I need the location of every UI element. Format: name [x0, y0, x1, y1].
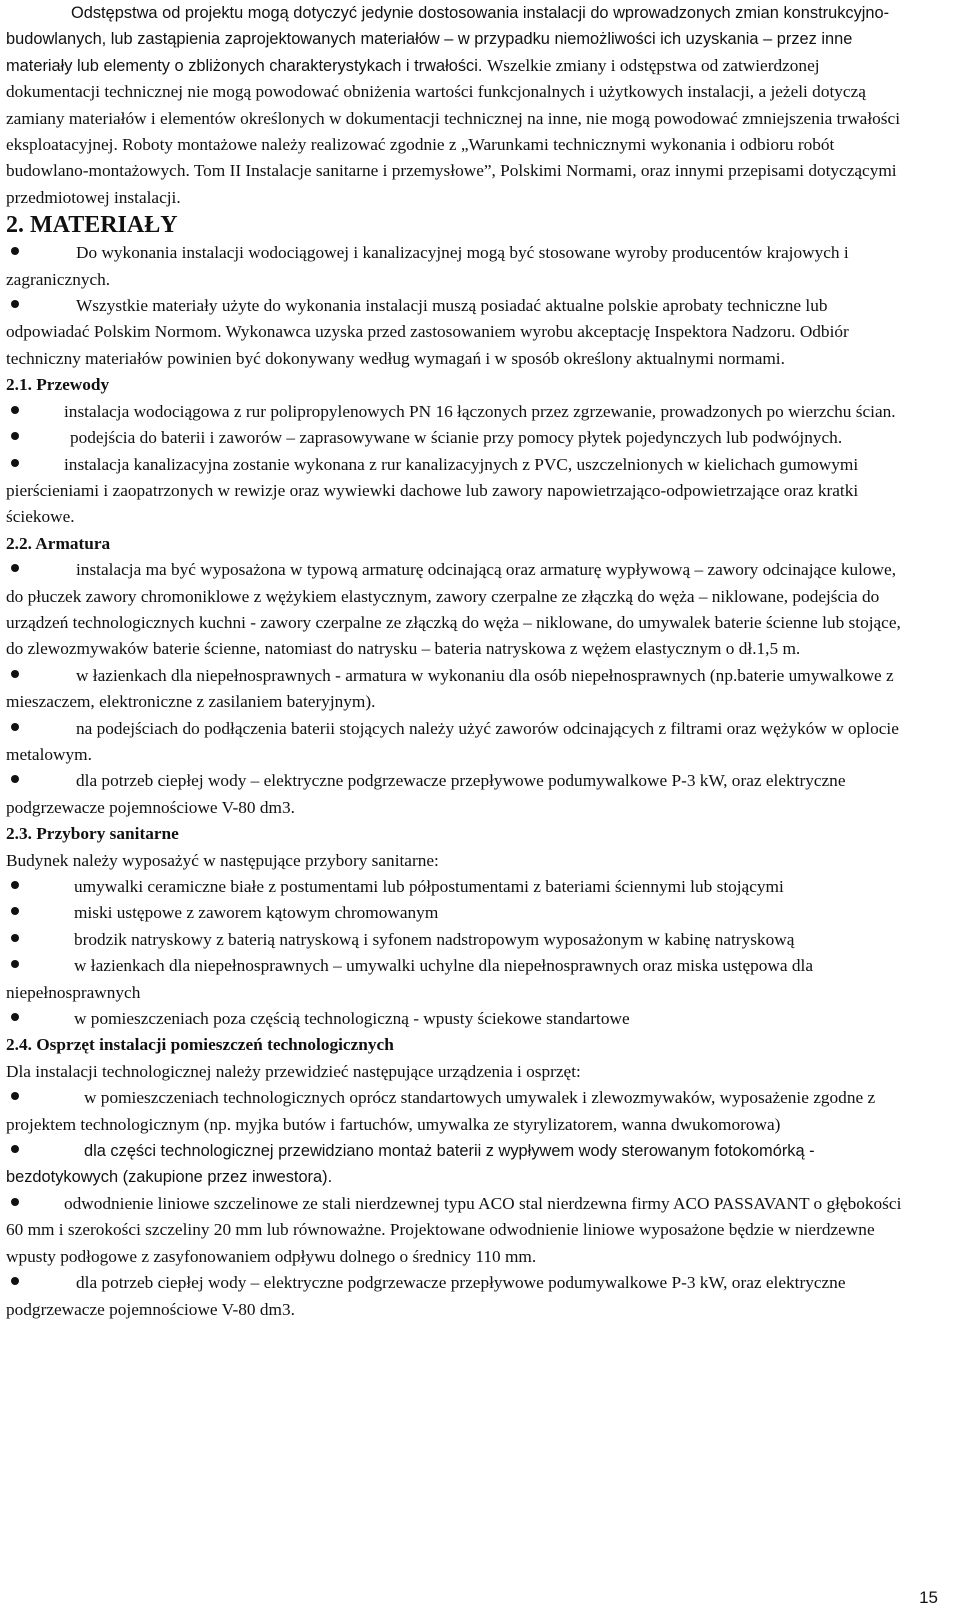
- intro-line2: Wszelkie zmiany i odstępstwa od zatwierdzonej dokumentacji technicznej nie mogą powodować obniżenia wartości funkcjonalnych i użytkowych instalacji, a jeżeli dotyczą zamiany materiałów i elementów określonych w dokumentacji technicznej na inne, nie mogą powodować zmniejszenia trwałości eksploatacyjnej. Roboty montażowe należy realizować zgodnie z „Warunkami technicznymi wykonania i odbioru robót budowlano-montażowych. Tom II Instalacje sanitarne i przemysłowe”, Polskimi Normami, oraz innymi przepisami dotyczącymi przedmiotowej instalacji.: [6, 55, 900, 207]
- intro-paragraph: [6, 0, 914, 211]
- subsection-intro: Budynek należy wyposażyć w następujące przybory sanitarne:: [6, 850, 439, 870]
- bullet-icon: [11, 1092, 19, 1100]
- bullet-icon: [11, 723, 19, 731]
- list-item: w łazienkach dla niepełnosprawnych – umywalki uchylne dla niepełnosprawnych oraz miska ustępowa dla niepełnosprawnych: [6, 956, 814, 1002]
- bullet-icon: [11, 300, 19, 308]
- list-item: brodzik natryskowy z baterią natryskową i syfonem nadstropowym wyposażonym w kabinę natryskową: [6, 927, 914, 953]
- bullet-icon: [11, 881, 19, 889]
- bullet-icon: [11, 459, 19, 467]
- list-item: dla części technologicznej przewidziano montaż baterii z wypływem wody sterowanym fotokomórką - bezdotykowych (zakupione przez inwestora).: [6, 1142, 815, 1187]
- bullet-icon: [11, 1145, 19, 1153]
- bullet-icon: [11, 934, 19, 942]
- list-item: w pomieszczeniach technologicznych oprócz standartowych umywalek i zlewozmywaków, wyposażenie zgodne z projektem technologicznym (np. myjka butów i fartuchów, umywalka ze styrylizatorem, wanna dwukomorowa): [6, 1088, 876, 1134]
- list-item: w łazienkach dla niepełnosprawnych - armatura w wykonaniu dla osób niepełnosprawnych (np.baterie umywalkowe z mieszaczem, elektroniczne z zasilaniem bateryjnym).: [6, 665, 894, 712]
- bullet-icon: [11, 564, 19, 572]
- bullet-icon: [11, 907, 19, 915]
- list-item: Do wykonania instalacji wodociągowej i kanalizacyjnej mogą być stosowane wyroby producentów krajowych i zagranicznych.: [6, 243, 849, 289]
- bullet-icon: [11, 960, 19, 968]
- bullet-icon: [11, 1013, 19, 1021]
- subsection-heading-armatura: 2.2. Armatura: [6, 533, 111, 553]
- bullet-icon: [11, 670, 19, 678]
- list-item: dla potrzeb ciepłej wody – elektryczne podgrzewacze przepływowe podumywalkowe P-3 kW, oraz elektryczne podgrzewacze pojemnościowe V-80 dm3.: [6, 1273, 846, 1319]
- bullet-icon: [11, 406, 19, 414]
- subsection-heading-osprzet: 2.4. Osprzęt instalacji pomieszczeń technologicznych: [6, 1035, 394, 1055]
- list-item: podejścia do baterii i zaworów – zaprasowywane w ścianie przy pomocy płytek pojedynczych lub podwójnych.: [6, 425, 914, 451]
- bullet-icon: [11, 247, 19, 255]
- list-item: odwodnienie liniowe szczelinowe ze stali nierdzewnej typu ACO stal nierdzewna firmy ACO PASSAVANT o głębokości 60 mm i szerokości szczeliny 20 mm lub równoważne. Projektowane odwodnienie liniowe wyposażone będzie w nierdzewne wpusty podłogowe z zasyfonowaniem odpływu dolnego o średnicy 110 mm.: [6, 1193, 902, 1266]
- subsection-intro: Dla instalacji technologicznej należy przewidzieć następujące urządzenia i osprzęt:: [6, 1061, 581, 1081]
- intro-line1: Odstępstwa od projektu mogą dotyczyć jedynie dostosowania instalacji do wprowadzonych zmian konstrukcyjno-budowlanych, lub zastąpienia zaprojektowanych materiałów – w przypadku niemożliwości ich uzyskania – przez inne materiały lub elementy o zbliżonych charakterystykach i trwałości.: [6, 4, 890, 75]
- subsection-heading-przewody: 2.1. Przewody: [6, 375, 110, 395]
- page-number: 15: [919, 1588, 938, 1607]
- bullet-icon: [11, 1277, 19, 1285]
- list-item: dla potrzeb ciepłej wody – elektryczne podgrzewacze przepływowe podumywalkowe P-3 kW, oraz elektryczne podgrzewacze pojemnościowe V-80 dm3.: [6, 771, 846, 817]
- list-item: na podejściach do podłączenia baterii stojących należy użyć zaworów odcinających z filtrami oraz wężyków w oplocie metalowym.: [6, 718, 899, 764]
- list-item: miski ustępowe z zaworem kątowym chromowanym: [6, 900, 914, 926]
- bullet-icon: [11, 1198, 19, 1206]
- list-item: Wszystkie materiały użyte do wykonania instalacji muszą posiadać aktualne polskie aprobaty techniczne lub odpowiadać Polskim Normom. Wykonawca uzyska przed zastosowaniem wyrobu akceptację Inspektora Nadzoru. Odbiór techniczny materiałów powinien być dokonywany według wymagań i w sposób określony aktualnymi normami.: [6, 296, 849, 368]
- list-item: umywalki ceramiczne białe z postumentami lub półpostumentami z bateriami ściennymi lub stojącymi: [6, 874, 914, 900]
- bullet-icon: [11, 775, 19, 783]
- list-item: w pomieszczeniach poza częścią technologiczną - wpusty ściekowe standartowe: [6, 1006, 914, 1032]
- list-item: instalacja kanalizacyjna zostanie wykonana z rur kanalizacyjnych z PVC, uszczelnionych w kielichach gumowymi pierścieniami i zaopatrzonych w rewizje oraz wywiewki dachowe lub zawory napowietrzająco-odpowietrzające oraz kratki ściekowe.: [6, 454, 859, 527]
- list-item: instalacja wodociągowa z rur polipropylenowych PN 16 łączonych przez zgrzewanie, prowadzonych po wierzchu ścian.: [6, 399, 914, 425]
- list-item: instalacja ma być wyposażona w typową armaturę odcinającą oraz armaturę wypływową – zawory odcinające kulowe, do płuczek zawory chromoniklowe z wężykiem elastycznym, zawory czerpalne ze złączką do węża – niklowane, podejścia do urządzeń technologicznych kuchni - zawory czerpalne ze złączką do węża – niklowane, do umywalek baterie ścienne lub stojące, do zlewozmywaków baterie ścienne, natomiast do natrysku – bateria natryskowa z wężem elastycznym o dł.1,5 m.: [6, 560, 901, 659]
- subsection-heading-przybory: 2.3. Przybory sanitarne: [6, 824, 179, 844]
- section-heading-materialy: 2. MATERIAŁY: [6, 212, 178, 239]
- bullet-icon: [11, 432, 19, 440]
- document-page: [6, 0, 914, 1323]
